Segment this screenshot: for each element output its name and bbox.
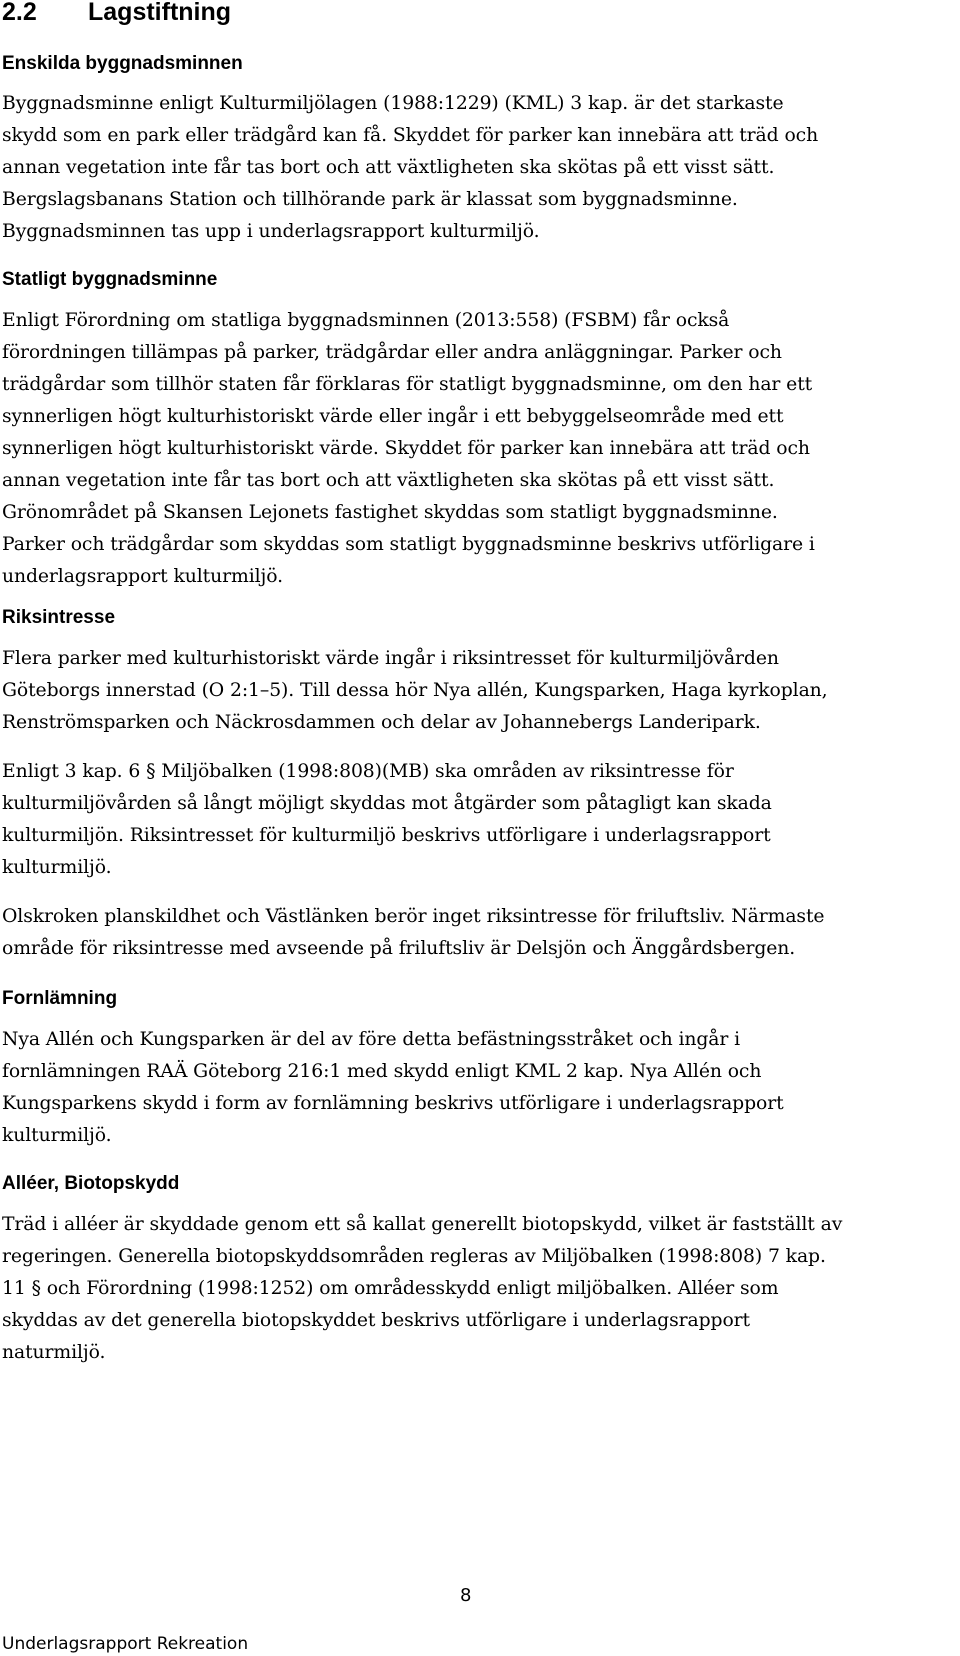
text-line: Enligt Förordning om statliga byggnadsminnen (2013:558) (FSBM) får också (2, 310, 730, 331)
text-line: annan vegetation inte får tas bort och att växtligheten ska skötas på ett visst sätt. (2, 470, 775, 491)
page-number: 8 (460, 1585, 472, 1606)
text-line: Parker och trädgårdar som skyddas som statligt byggnadsminne beskrivs utförligare i (2, 534, 815, 555)
paragraph (2, 305, 952, 593)
text-line: skydd som en park eller trädgård kan få. Skyddet för parker kan innebära att träd och (2, 125, 819, 146)
subheading-fornlamning: Fornlämning (2, 988, 118, 1009)
text-line: Nya Allén och Kungsparken är del av före detta befästningsstråket och ingår i (2, 1029, 741, 1050)
text-line: fornlämningen RAÄ Göteborg 216:1 med skydd enligt KML 2 kap. Nya Allén och (2, 1061, 762, 1082)
text-line: skyddas av det generella biotopskyddet beskrivs utförligare i underlagsrapport (2, 1310, 750, 1331)
paragraph (2, 88, 952, 248)
paragraph (2, 756, 952, 884)
text-line: Byggnadsminne enligt Kulturmiljölagen (1988:1229) (KML) 3 kap. är det starkaste (2, 93, 784, 114)
page-footer: Underlagsrapport Rekreation (2, 1634, 249, 1654)
subheading-alleer-biotopskydd: Alléer, Biotopskydd (2, 1173, 180, 1194)
section-heading (2, 0, 231, 30)
text-line: synnerligen högt kulturhistoriskt värde. Skyddet för parker kan innebära att träd och (2, 438, 810, 459)
text-line: regeringen. Generella biotopskyddsområden regleras av Miljöbalken (1998:808) 7 kap. (2, 1246, 826, 1267)
text-line: 11 § och Förordning (1998:1252) om områdesskydd enligt miljöbalken. Alléer som (2, 1278, 779, 1299)
paragraph (2, 1024, 952, 1152)
text-line: förordningen tillämpas på parker, trädgårdar eller andra anläggningar. Parker och (2, 342, 782, 363)
text-line: Flera parker med kulturhistoriskt värde ingår i riksintresset för kulturmiljövården (2, 648, 779, 669)
subheading-riksintresse: Riksintresse (2, 607, 116, 628)
text-line: Byggnadsminnen tas upp i underlagsrapport kulturmiljö. (2, 221, 540, 242)
text-line: kulturmiljö. (2, 1125, 112, 1146)
text-line: Kungsparkens skydd i form av fornlämning beskrivs utförligare i underlagsrapport (2, 1093, 784, 1114)
text-line: Olskroken planskildhet och Västlänken berör inget riksintresse för friluftsliv. Närmaste (2, 906, 825, 927)
text-line: område för riksintresse med avseende på friluftsliv är Delsjön och Änggårdsbergen. (2, 938, 796, 959)
text-line: Göteborgs innerstad (O 2:1–5). Till dessa hör Nya allén, Kungsparken, Haga kyrkoplan, (2, 680, 828, 701)
text-line: Grönområdet på Skansen Lejonets fastighet skyddas som statligt byggnadsminne. (2, 502, 778, 523)
text-line: Enligt 3 kap. 6 § Miljöbalken (1998:808)(MB) ska områden av riksintresse för (2, 761, 734, 782)
text-line: Träd i alléer är skyddade genom ett så kallat generellt biotopskydd, vilket är fastställt av (2, 1214, 843, 1235)
paragraph (2, 1209, 952, 1369)
paragraph (2, 643, 952, 739)
text-line: kulturmiljövården så långt möjligt skyddas mot åtgärder som påtagligt kan skada (2, 793, 772, 814)
text-line: naturmiljö. (2, 1342, 106, 1363)
text-line: annan vegetation inte får tas bort och att växtligheten ska skötas på ett visst sätt. (2, 157, 775, 178)
text-line: kulturmiljö. (2, 857, 112, 878)
text-line: Renströmsparken och Näckrosdammen och delar av Johannebergs Landeripark. (2, 712, 761, 733)
section-title: Lagstiftning (88, 0, 232, 26)
text-line: underlagsrapport kulturmiljö. (2, 566, 283, 587)
paragraph (2, 901, 952, 965)
text-line: trädgårdar som tillhör staten får förklaras för statligt byggnadsminne, om den har ett (2, 374, 813, 395)
section-number: 2.2 (2, 0, 37, 26)
subheading-statligt-byggnadsminne: Statligt byggnadsminne (2, 269, 218, 290)
text-line: kulturmiljön. Riksintresset för kulturmiljö beskrivs utförligare i underlagsrapport (2, 825, 771, 846)
text-line: synnerligen högt kulturhistoriskt värde eller ingår i ett bebyggelseområde med ett (2, 406, 784, 427)
text-line: Bergslagsbanans Station och tillhörande park är klassat som byggnadsminne. (2, 189, 738, 210)
subheading-enskilda-byggnadsminnen: Enskilda byggnadsminnen (2, 53, 243, 74)
